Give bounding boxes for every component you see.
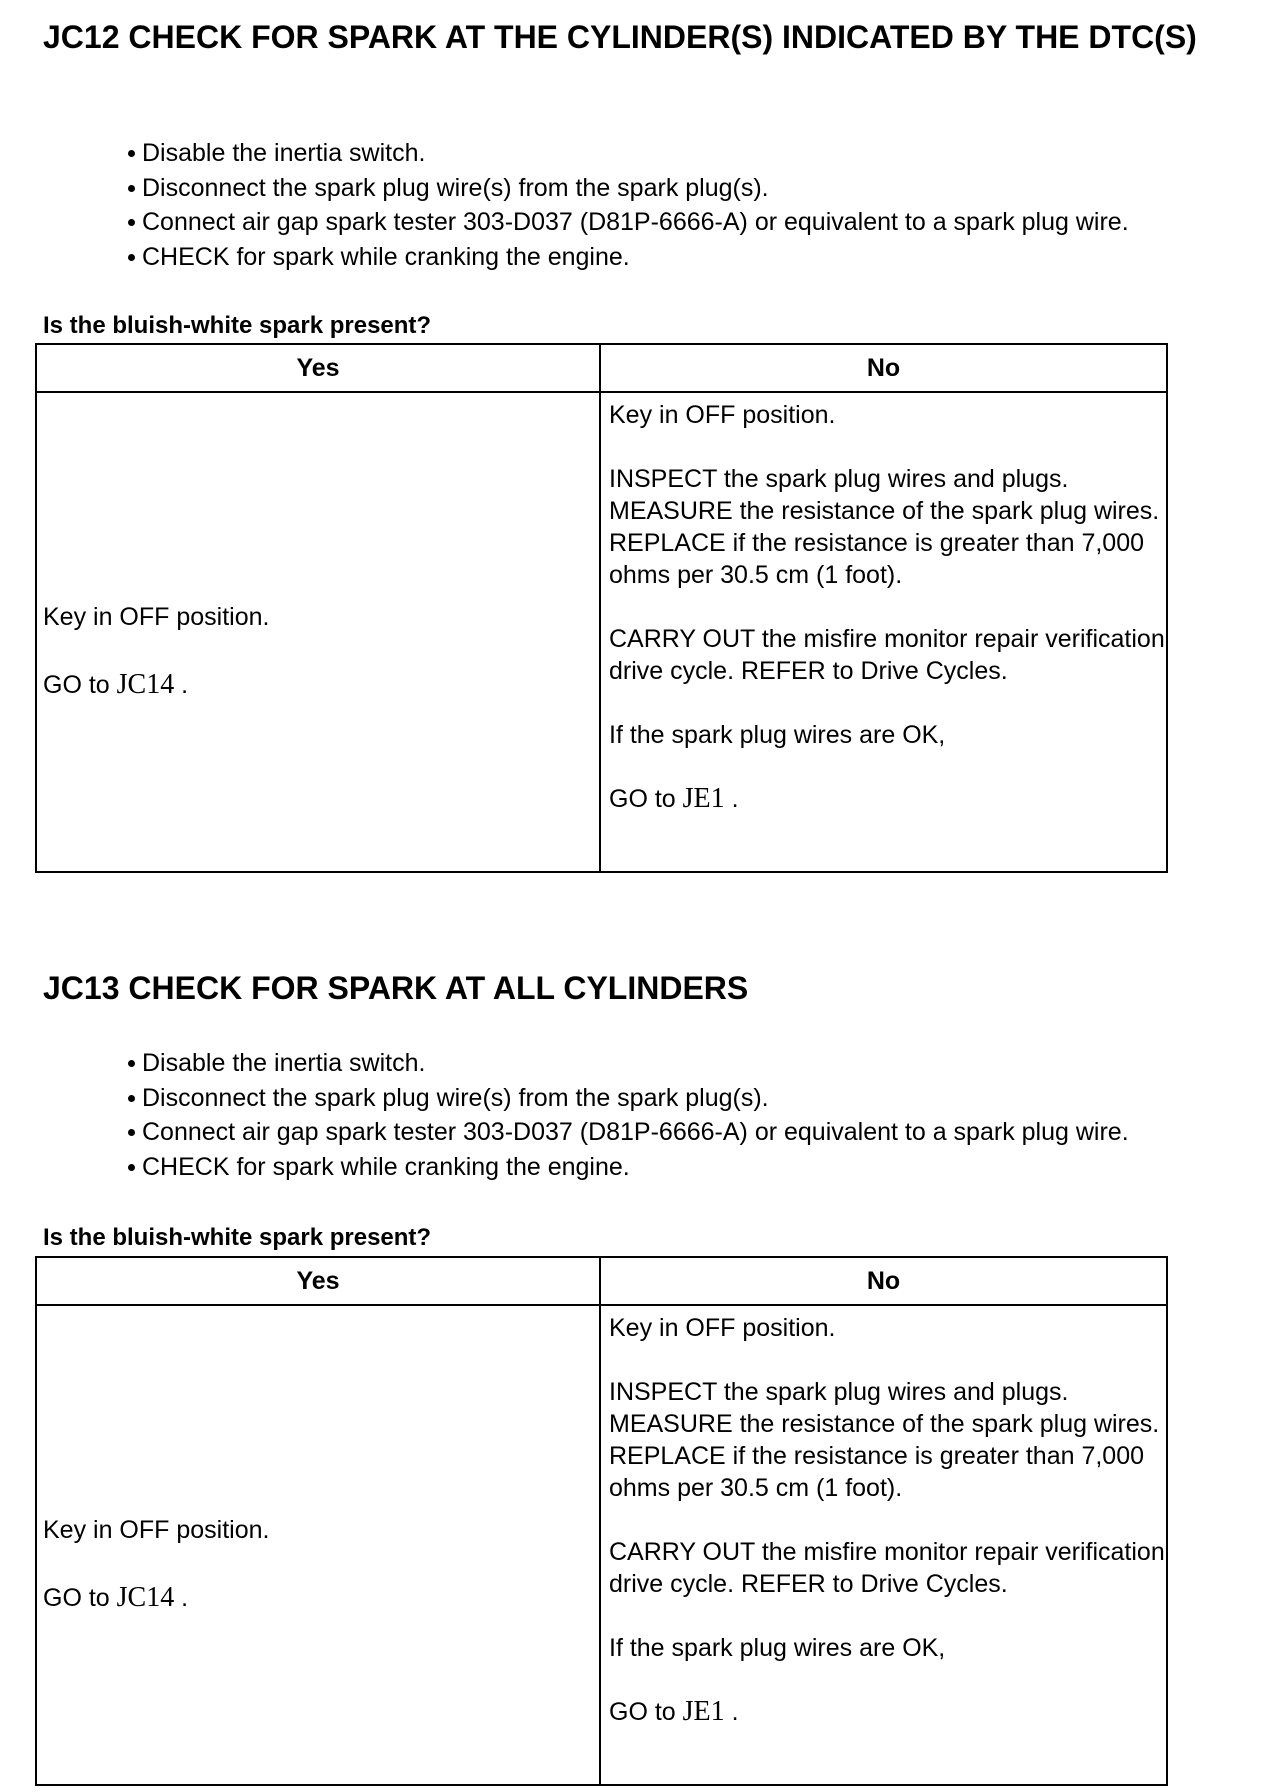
table-header-row xyxy=(36,344,1167,392)
no-goto: GO to JE1 . xyxy=(609,1696,739,1727)
no-cell xyxy=(600,392,1167,872)
step-item: Connect air gap spark tester 303-D037 (D81P-6666-A) or equivalent to a spark plug wire. xyxy=(125,1115,1129,1150)
step-item: CHECK for spark while cranking the engine. xyxy=(125,1150,1129,1185)
yes-header: Yes xyxy=(36,344,600,392)
no-header: No xyxy=(600,1257,1167,1305)
no-if-ok: If the spark plug wires are OK, xyxy=(609,721,946,749)
no-carry-out: CARRY OUT the misfire monitor repair verification drive cycle. REFER to Drive Cycles. xyxy=(609,625,1165,685)
no-cell xyxy=(600,1305,1167,1785)
goto-link-jc14[interactable]: JC14 xyxy=(116,669,175,700)
decision-table xyxy=(35,1256,1168,1786)
question-label: Is the bluish-white spark present? xyxy=(43,1224,432,1251)
table-row xyxy=(36,1305,1167,1785)
yes-cell xyxy=(36,392,600,872)
bullet-icon xyxy=(128,185,135,192)
no-inspect: INSPECT the spark plug wires and plugs. MEASURE the resistance of the spark plug wires. REPLACE if the resistance is greater than 7,000 ohms per 30.5 cm (1 foot). xyxy=(609,1378,1160,1502)
yes-cell xyxy=(36,1305,600,1785)
no-inspect: INSPECT the spark plug wires and plugs. MEASURE the resistance of the spark plug wires. REPLACE if the resistance is greater than 7,000 ohms per 30.5 cm (1 foot). xyxy=(609,465,1160,589)
no-key-off: Key in OFF position. xyxy=(609,1314,836,1342)
no-carry-out: CARRY OUT the misfire monitor repair verification drive cycle. REFER to Drive Cycles. xyxy=(609,1538,1165,1598)
table-row xyxy=(36,392,1167,872)
step-item: Disconnect the spark plug wire(s) from the spark plug(s). xyxy=(125,171,1129,206)
section-title: JC13 CHECK FOR SPARK AT ALL CYLINDERS xyxy=(43,970,749,1006)
bullet-icon xyxy=(128,219,135,226)
yes-goto: GO to JC14 . xyxy=(43,1582,189,1613)
no-goto: GO to JE1 . xyxy=(609,783,739,814)
bullet-icon xyxy=(128,150,135,157)
step-item: Disconnect the spark plug wire(s) from the spark plug(s). xyxy=(125,1081,1129,1116)
yes-header: Yes xyxy=(36,1257,600,1305)
yes-goto: GO to JC14 . xyxy=(43,669,189,700)
section-title: JC12 CHECK FOR SPARK AT THE CYLINDER(S) INDICATED BY THE DTC(S) xyxy=(43,19,1197,55)
no-if-ok: If the spark plug wires are OK, xyxy=(609,1634,946,1662)
step-item: Disable the inertia switch. xyxy=(125,1046,1129,1081)
bullet-icon xyxy=(128,254,135,261)
bullet-icon xyxy=(128,1060,135,1067)
decision-table xyxy=(35,343,1168,873)
goto-link-jc14[interactable]: JC14 xyxy=(116,1582,175,1613)
yes-key-off: Key in OFF position. xyxy=(43,1516,270,1544)
step-list xyxy=(125,1046,1129,1184)
step-item: CHECK for spark while cranking the engine. xyxy=(125,240,1129,275)
table-header-row xyxy=(36,1257,1167,1305)
goto-link-je1[interactable]: JE1 xyxy=(682,1696,725,1727)
goto-link-je1[interactable]: JE1 xyxy=(682,783,725,814)
no-header: No xyxy=(600,344,1167,392)
step-item: Connect air gap spark tester 303-D037 (D81P-6666-A) or equivalent to a spark plug wire. xyxy=(125,205,1129,240)
no-key-off: Key in OFF position. xyxy=(609,401,836,429)
bullet-icon xyxy=(128,1164,135,1171)
bullet-icon xyxy=(128,1129,135,1136)
bullet-icon xyxy=(128,1095,135,1102)
step-list xyxy=(125,136,1129,274)
step-item: Disable the inertia switch. xyxy=(125,136,1129,171)
yes-key-off: Key in OFF position. xyxy=(43,603,270,631)
question-label: Is the bluish-white spark present? xyxy=(43,312,432,339)
